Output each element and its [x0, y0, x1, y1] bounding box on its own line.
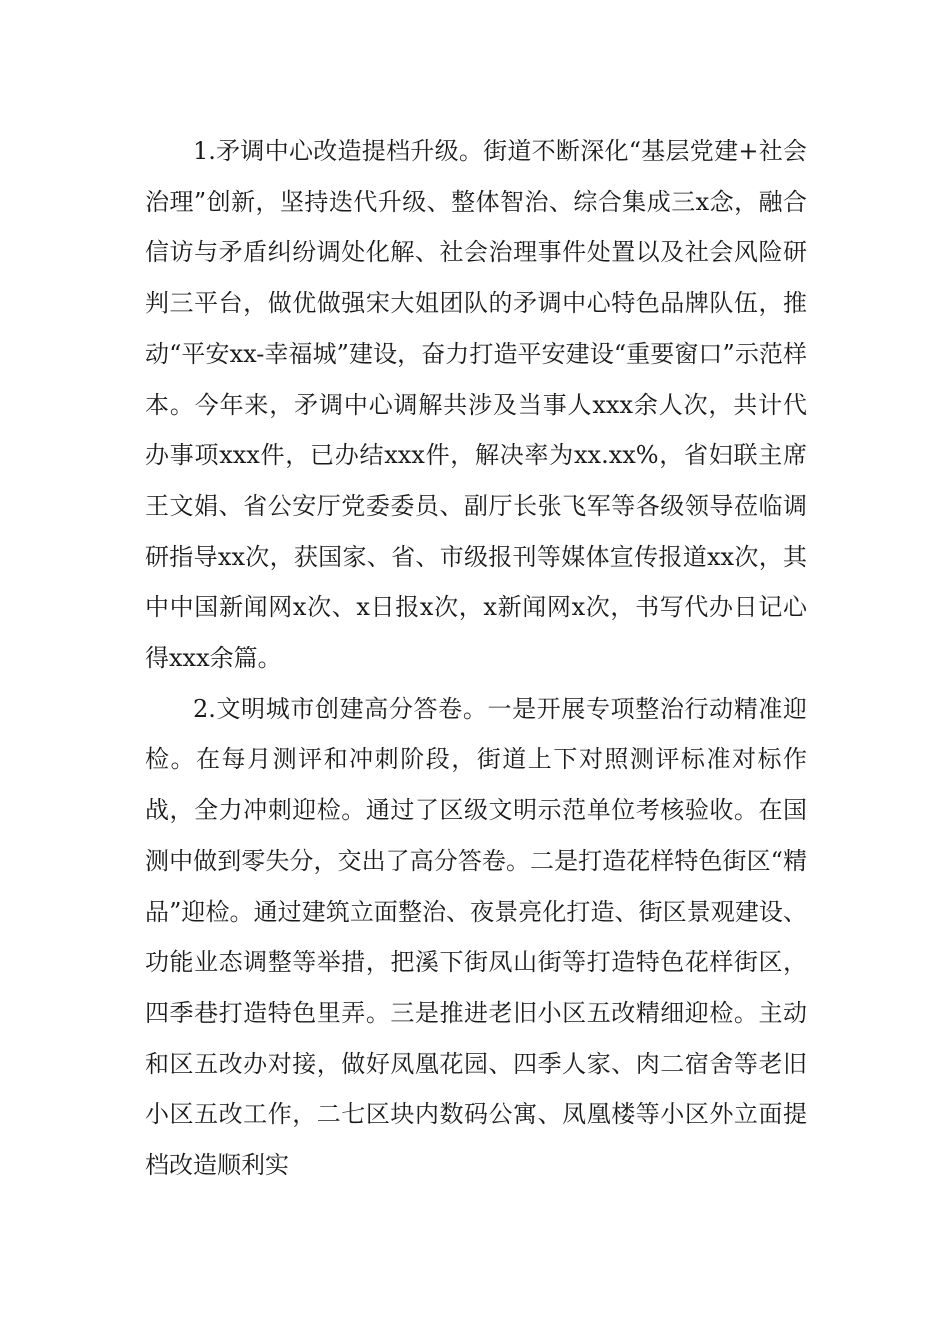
paragraph-civilized-city: 2.文明城市创建高分答卷。一是开展专项整治行动精准迎检。在每月测评和冲刺阶段，街道上下对照测评标准对标作战，全力冲刺迎检。通过了区级文明示范单位考核验收。在国测中做到零失分，交出了高分答卷。二是打造花样特色街区“精品”迎检。通过建筑立面整治、夜景亮化打造、街区景观建设、功能业态调整等举措，把溪下街凤山街等打造特色花样街区，四季巷打造特色里弄。三是推进老旧小区五改精细迎检。主动和区五改办对接，做好凤凰花园、四季人家、肉二宿舍等老旧小区五改工作，二七区块内数码公寓、凤凰楼等小区外立面提档改造顺利实	[145, 694, 807, 1180]
paragraph-mediation-center: 1.矛调中心改造提档升级。街道不断深化“基层党建+社会治理”创新，坚持迭代升级、整体智治、综合集成三x念，融合信访与矛盾纠纷调处化解、社会治理事件处置以及社会风险研判三平台，做优做强宋大姐团队的矛调中心特色品牌队伍，推动“平安xx-幸福城”建设，奋力打造平安建设“重要窗口”示范样本。今年来，矛调中心调解共涉及当事人xxx余人次，共计代办事项xxx件，已办结xxx件，解决率为xx.xx%，省妇联主席王文娟、省公安厅党委委员、副厅长张飞军等各级领导莅临调研指导xx次，获国家、省、市级报刊等媒体宣传报道xx次，其中中国新闻网x次、x日报x次，x新闻网x次，书写代办日记心得xxx余篇。	[145, 137, 807, 673]
document-body	[145, 126, 807, 1191]
